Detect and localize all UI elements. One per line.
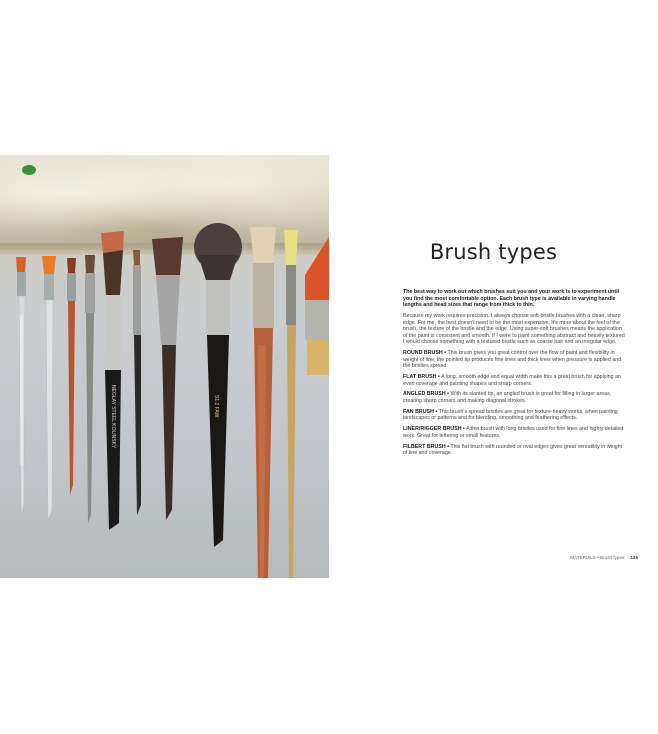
entry-text: With its slanted tip, an angled brush is great for filling in larger areas, creating sharp corners and making diagonal strokes. — [403, 391, 612, 405]
brush-5 — [101, 231, 124, 530]
entry-flat — [403, 374, 625, 387]
page-title: Brush types — [429, 240, 558, 264]
page-footer — [570, 555, 638, 560]
entry-term: FILBERT BRUSH • — [403, 443, 449, 450]
entry-text: This brush's spread bristles are great for texture-heavy works, when painting landscapes or patterns and for blending, smoothing and feathering effects. — [403, 408, 618, 422]
brush-3 — [67, 258, 76, 495]
entry-term: LINER/RIGGER BRUSH • — [403, 426, 465, 433]
entry-text: A long, smooth edge and equal width make this a great brush for applying an even coverage and painting shapes and sharp corners. — [403, 374, 621, 387]
entry-text: A thin brush with long bristles used for fine lines and highly detailed work. Great for lettering or small features. — [403, 426, 624, 439]
brush-1 — [16, 257, 26, 515]
entry-text: This flat brush with rounded or oval edges gives great versatility in weight of line and coverage. — [403, 443, 623, 457]
body-paragraph: Because my work requires precision, I always choose soft-bristle brushes with a clean, sharp edge. For me, the best doesn't need to be the most expensive. It's more about the feel of the brush, the texture of the bristle and the edge. Using super-soft brushes means the application of the paint is consistent and smooth. If I were to paint something abstract and heavily textured I would choose something with a textured bristle such as coarse hair and an irregular edge. — [403, 312, 625, 346]
svg-text:NEGLAY STEEL KOLINSKY: NEGLAY STEEL KOLINSKY — [110, 385, 116, 449]
text-page — [329, 155, 658, 578]
entry-term: FLAT BRUSH • — [403, 374, 440, 381]
brush-11 — [305, 237, 329, 375]
entry-term: ANGLED BRUSH • — [403, 391, 449, 398]
entry-angled — [403, 391, 625, 404]
entry-liner — [403, 426, 625, 439]
svg-text:S1 2 FAW: S1 2 FAW — [213, 395, 219, 418]
brush-6 — [133, 250, 141, 515]
entry-term: FAN BRUSH • — [403, 408, 438, 415]
brush-7 — [152, 237, 183, 520]
entry-term: ROUND BRUSH • — [403, 350, 447, 357]
page-number: 135 — [630, 555, 638, 560]
brush-4 — [85, 255, 95, 523]
brush-2 — [42, 256, 56, 520]
intro-paragraph: The best way to work out which brushes suit you and your work is to experiment until you find the most comfortable option. Each brush type is available in varying handle lengths and head sizes that range from thick to thin. — [403, 289, 620, 309]
brushes-illustration — [0, 155, 329, 578]
body-text — [403, 289, 625, 461]
entry-fan — [403, 409, 625, 422]
brush-9 — [250, 227, 276, 578]
entry-filbert — [403, 444, 625, 457]
entry-round — [403, 350, 625, 370]
footer-section: MATERIALS • Brush types — [570, 555, 625, 560]
entry-text: This brush gives you great control over the flow of paint and flexibility in weight of line; the pointed tip produces fine lines and thick lines when pressure is applied and the bristles spread. — [403, 350, 622, 370]
brush-10 — [284, 230, 298, 578]
brushes-photo — [0, 155, 329, 578]
brush-8 — [194, 223, 242, 547]
